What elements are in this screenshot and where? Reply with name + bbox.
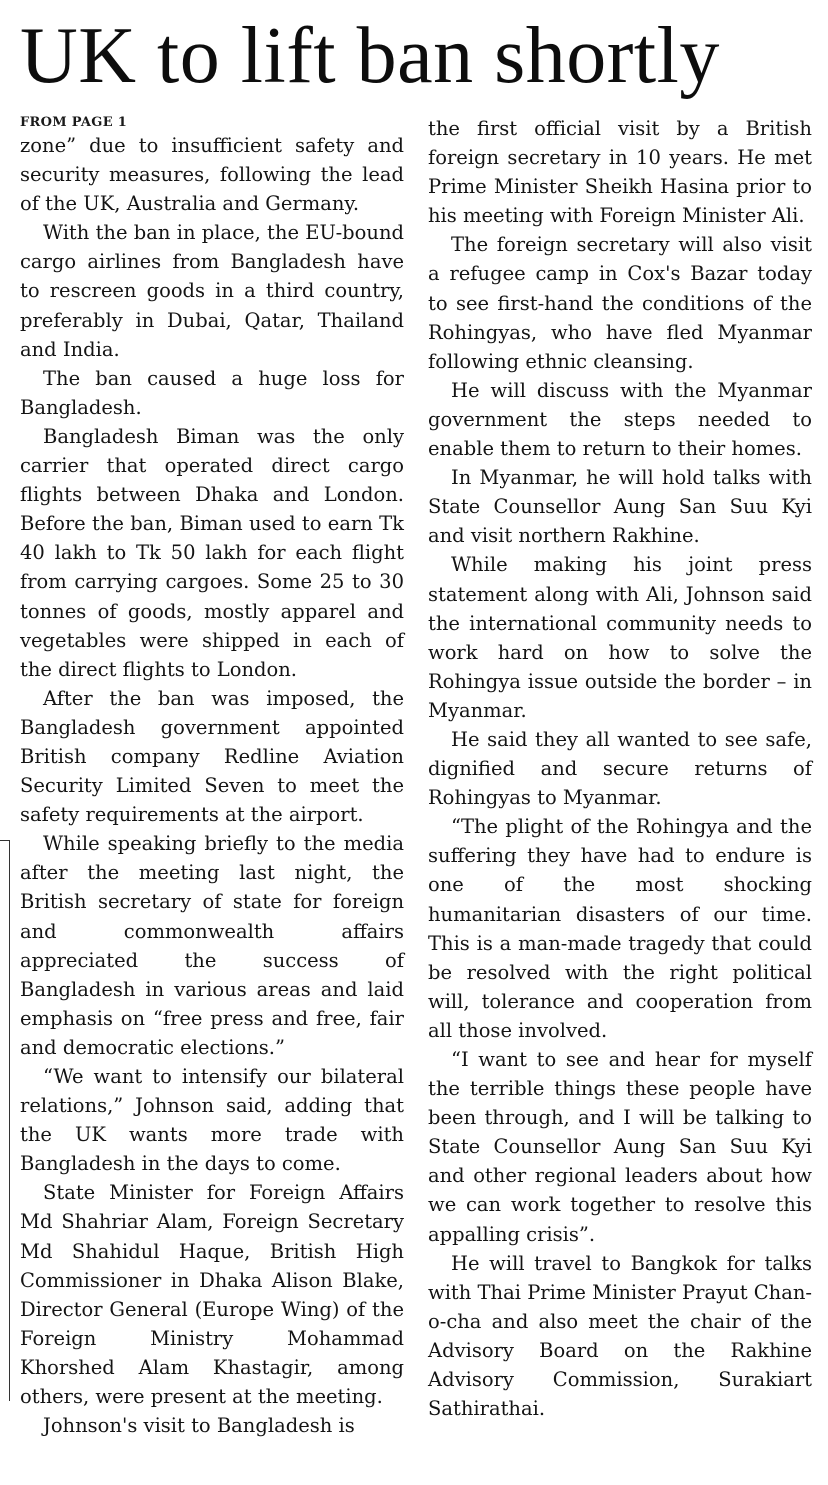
paragraph: zone” due to insufficient safety and security measures, following the lead of the UK, Australia and Germany. [20, 134, 404, 216]
right-column [428, 114, 812, 1423]
paragraph: State Minister for Foreign Affairs Md Shahriar Alam, Foreign Secretary Md Shahidul Haque, British High Commissioner in Dhaka Alison Blake, Director General (Europe Wing) of the Foreign Ministry Mohammad Khorshed Alam Khastagir, among others, were present at the meeting. [20, 1181, 404, 1409]
paragraph: With the ban in place, the EU-bound cargo airlines from Bangladesh have to rescreen goods in a third country, preferably in Dubai, Qatar, Thailand and India. [20, 221, 404, 361]
paragraph: “The plight of the Rohingya and the suffering they have had to endure is one of the most shocking humanitarian disasters of our time. This is a man-made tragedy that could be resolved with the right political will, tolerance and cooperation from all those involved. [428, 815, 812, 1042]
paragraph: Bangladesh Biman was the only carrier that operated direct cargo flights between Dhaka and London. Before the ban, Biman used to earn Tk 40 lakh to Tk 50 lakh for each flight from carrying cargoes. Some 25 to 30 tonnes of goods, mostly apparel and vegetables were shipped in each of the direct flights to London. [20, 424, 404, 681]
headline: UK to lift ban shortly [20, 12, 720, 100]
paragraph: the first official visit by a British foreign secretary in 10 years. He met Prime Minister Sheikh Hasina prior to his meeting with Foreign Minister Ali. [428, 117, 812, 228]
paragraph: He said they all wanted to see safe, dignified and secure returns of Rohingyas to Myanmar. [428, 727, 812, 810]
paragraph: The ban caused a huge loss for Bangladesh. [20, 366, 404, 419]
paragraph: “I want to see and hear for myself the terrible things these people have been through, and I will be talking to State Counsellor Aung San Suu Kyi and other regional leaders about how we can work together to resolve this appalling crisis”. [428, 1048, 812, 1246]
paragraph: He will travel to Bangkok for talks with Thai Prime Minister Prayut Chan-o-cha and also meet the chair of the Advisory Board on the Rakhine Advisory Commission, Surakiart Sathirathai. [428, 1251, 812, 1421]
paragraph: While making his joint press statement along with Ali, Johnson said the international community needs to work hard on how to solve the Rohingya issue outside the border – in Myanmar. [428, 553, 812, 722]
paragraph: Johnson's visit to Bangladesh is [43, 1414, 355, 1438]
paragraph: He will discuss with the Myanmar government the steps needed to enable them to return to their homes. [428, 378, 812, 461]
paragraph: After the ban was imposed, the Bangladesh government appointed British company Redline Aviation Security Limited Seven to meet the safety requirements at the airport. [20, 686, 404, 827]
left-column [20, 114, 404, 1440]
paragraph: The foreign secretary will also visit a refugee camp in Cox's Bazar today to see first-hand the conditions of the Rohingyas, who have fled Myanmar following ethnic cleansing. [428, 233, 812, 373]
column-rule [0, 840, 10, 1401]
paragraph: “We want to intensify our bilateral relations,” Johnson said, adding that the UK wants more trade with Bangladesh in the days to come. [20, 1065, 404, 1176]
paragraph: While speaking briefly to the media after the meeting last night, the British secretary of state for foreign and commonwealth affairs appreciated the success of Bangladesh in various areas and laid emphasis on “free press and free, fair and democratic elections.” [20, 832, 404, 1059]
continuation-kicker: FROM PAGE 1 [20, 115, 128, 130]
paragraph: In Myanmar, he will hold talks with State Counsellor Aung San Suu Kyi and visit northern Rakhine. [428, 466, 812, 548]
